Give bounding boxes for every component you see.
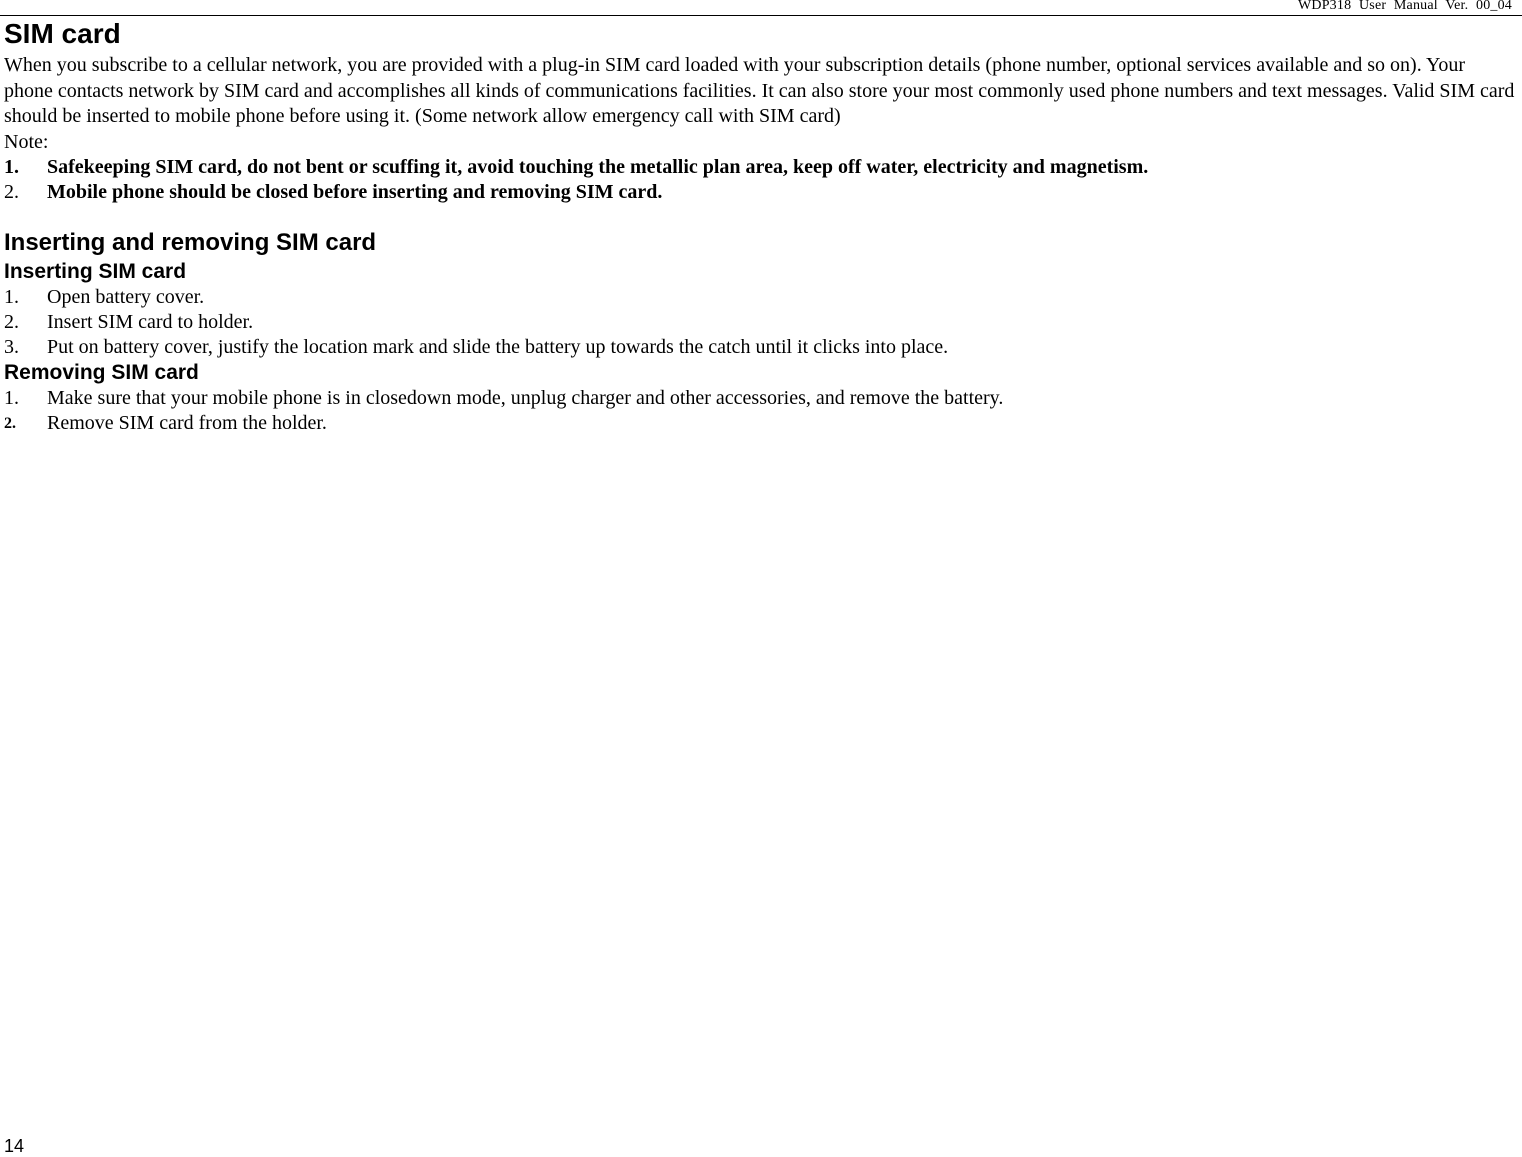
step-text: Put on battery cover, justify the location mark and slide the battery up towards the catch until it clicks into place.	[47, 335, 949, 358]
step-item	[4, 310, 1518, 335]
note-list	[4, 155, 1518, 205]
running-header: WDP318 User Manual Ver. 00_04	[1297, 0, 1512, 13]
section-title-inserting-removing: Inserting and removing SIM card	[4, 228, 377, 256]
step-number: 2.	[4, 310, 19, 333]
step-item	[4, 335, 1518, 360]
note-item-number: 2.	[4, 180, 19, 203]
step-number: 1.	[4, 285, 19, 308]
subsection-title-removing: Removing SIM card	[4, 360, 199, 384]
section-title-sim-card: SIM card	[4, 18, 121, 49]
sim-card-intro: When you subscribe to a cellular network, you are provided with a plug-in SIM card loaded with your subscription details (phone number, optional services available and so on). Your phone contacts network by SIM card and accomplishes all kinds of communications facilities. It can also store your most commonly used phone numbers and text messages. Valid SIM card should be inserted to mobile phone before using it. (Some network allow emergency call with SIM card)	[4, 54, 1515, 127]
step-number: 3.	[4, 335, 19, 358]
step-item	[4, 386, 1518, 411]
step-item	[4, 285, 1518, 310]
page-content	[4, 16, 1518, 436]
note-item-text: Mobile phone should be closed before inserting and removing SIM card.	[47, 180, 663, 203]
note-item-text: Safekeeping SIM card, do not bent or scuffing it, avoid touching the metallic plan area, keep off water, electricity and magnetism.	[47, 155, 1149, 178]
subsection-title-inserting: Inserting SIM card	[4, 259, 187, 283]
removing-steps	[4, 386, 1518, 436]
step-text: Make sure that your mobile phone is in closedown mode, unplug charger and other accessories, and remove the battery.	[47, 386, 1004, 409]
step-number: 2.	[4, 414, 16, 432]
step-item	[4, 411, 1518, 436]
note-item-number: 1.	[4, 155, 19, 178]
note-label: Note:	[4, 130, 49, 153]
note-item	[4, 180, 1518, 205]
step-text: Open battery cover.	[47, 285, 205, 308]
note-item	[4, 155, 1518, 180]
step-number: 1.	[4, 386, 19, 409]
page-number: 14	[4, 1136, 25, 1156]
step-text: Remove SIM card from the holder.	[47, 411, 327, 434]
inserting-steps	[4, 285, 1518, 360]
step-text: Insert SIM card to holder.	[47, 310, 254, 333]
